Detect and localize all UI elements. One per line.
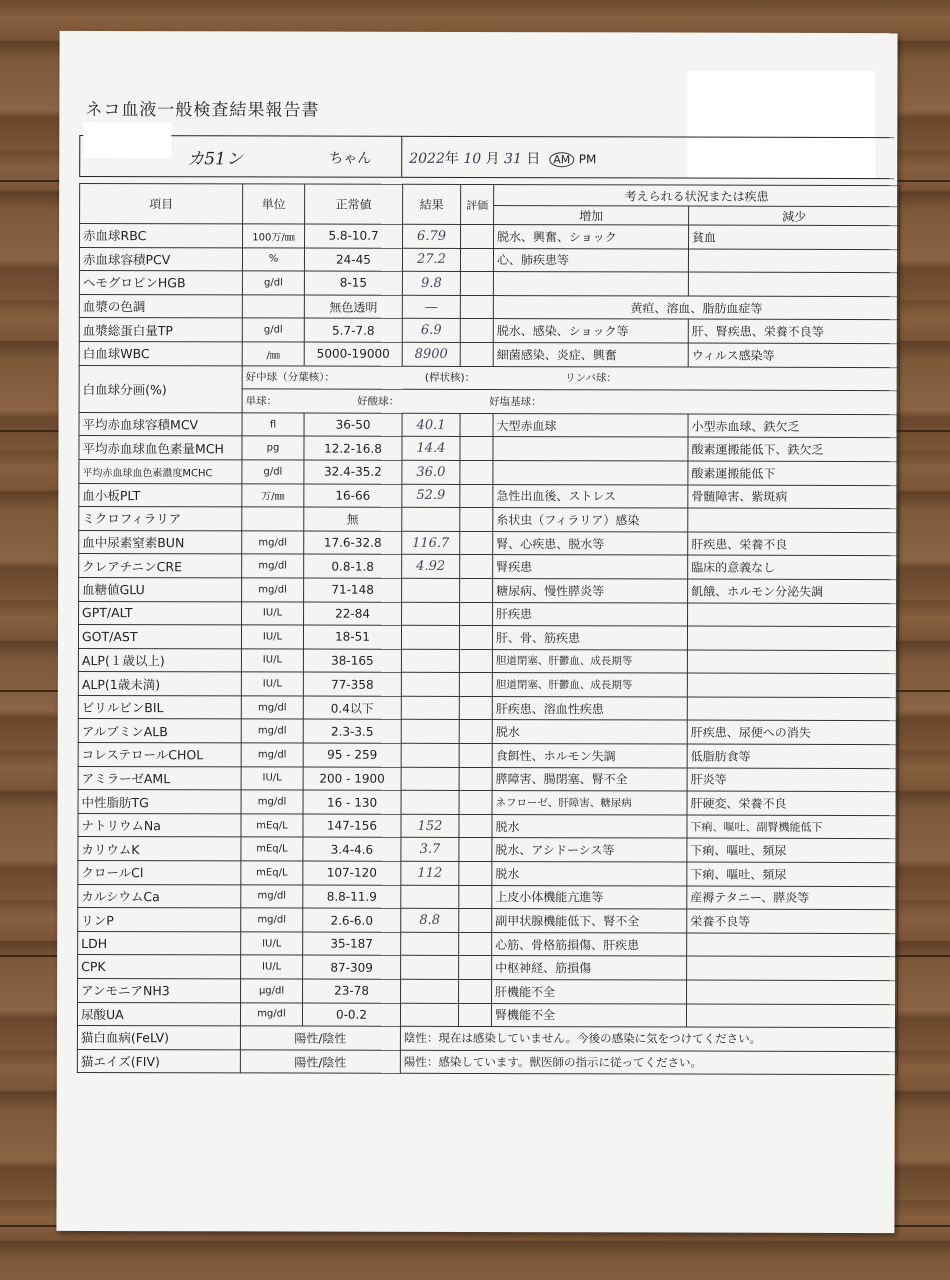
item-name: 血中尿素窒素BUN bbox=[79, 530, 242, 554]
eval-value bbox=[459, 838, 492, 862]
unit-value: mg/dl bbox=[242, 554, 304, 578]
normal-range: 0.4以下 bbox=[303, 696, 401, 720]
normal-range: 87-309 bbox=[303, 955, 401, 979]
decrease-condition: 低脂肪食等 bbox=[687, 744, 898, 768]
increase-condition: 副甲状腺機能低下、腎不全 bbox=[492, 909, 687, 933]
report-sheet bbox=[56, 31, 897, 1233]
increase-condition: 脱水 bbox=[492, 862, 687, 886]
unit-value: /㎜ bbox=[242, 342, 304, 366]
result-value: — bbox=[402, 295, 460, 319]
item-name: ナトリウムNa bbox=[78, 813, 241, 837]
eval-value bbox=[460, 460, 493, 484]
item-name: LDH bbox=[78, 931, 241, 955]
eval-value bbox=[460, 319, 493, 343]
table-row bbox=[78, 931, 898, 957]
result-value: 27.2 bbox=[402, 248, 460, 272]
normal-range: 71-148 bbox=[304, 578, 402, 602]
col-eval: 評価 bbox=[461, 184, 494, 224]
result-value: 112 bbox=[401, 861, 459, 885]
normal-range: 77-358 bbox=[303, 672, 401, 696]
virus-test-name: 猫エイズ(FIV) bbox=[77, 1049, 240, 1073]
unit-value: mg/dl bbox=[241, 743, 303, 767]
table-row bbox=[78, 695, 898, 721]
increase-condition: 胆道閉塞、肝鬱血、成長期等 bbox=[492, 673, 687, 697]
decrease-condition bbox=[686, 1004, 897, 1028]
normal-range: 147-156 bbox=[303, 814, 401, 838]
unit-value: g/dl bbox=[242, 460, 304, 484]
normal-range: 200 - 1900 bbox=[303, 767, 401, 791]
eval-value bbox=[460, 248, 493, 272]
decrease-condition bbox=[687, 956, 898, 980]
col-item: 項目 bbox=[80, 183, 243, 223]
decrease-condition: 産褥テタニー、膵炎等 bbox=[687, 886, 898, 910]
unit-value: mg/dl bbox=[241, 719, 303, 743]
normal-range: 32.4-35.2 bbox=[304, 460, 402, 484]
normal-range: 23-78 bbox=[303, 979, 401, 1003]
column-header-row bbox=[80, 183, 900, 206]
table-row bbox=[79, 247, 899, 273]
unit-value: IU/L bbox=[241, 649, 303, 673]
item-name: ALP(1歳未満) bbox=[78, 672, 241, 696]
decrease-condition: 肝疾患、尿便への消失 bbox=[687, 721, 898, 745]
increase-condition: 食餌性、ホルモン失調 bbox=[492, 744, 687, 768]
unit-value: mEq/L bbox=[241, 814, 303, 838]
col-conditions: 考えられる状況または疾患 bbox=[494, 185, 900, 207]
neutro-seg: 好中球（分葉核）： bbox=[245, 371, 335, 384]
col-increase: 増加 bbox=[494, 206, 689, 226]
normal-range: 16 - 130 bbox=[303, 790, 401, 814]
result-value: 9.8 bbox=[402, 271, 460, 295]
baso: 好塩基球： bbox=[489, 395, 542, 409]
eval-value bbox=[459, 885, 492, 909]
normal-range: 5.7-7.8 bbox=[304, 318, 402, 342]
normal-range: 17.6-32.8 bbox=[304, 531, 402, 555]
item-name: ALP(１歳以上) bbox=[78, 648, 241, 672]
result-value bbox=[401, 767, 459, 791]
increase-condition: 腎、心疾患、脱水等 bbox=[493, 531, 688, 555]
normal-range: 無色透明 bbox=[304, 295, 402, 319]
eval-value bbox=[459, 861, 492, 885]
decrease-condition: 下痢、嘔吐、頻尿 bbox=[687, 838, 898, 862]
unit-value bbox=[242, 295, 304, 319]
wbc-diff-label: 白血球分画(%) bbox=[79, 365, 242, 413]
result-value: 52.9 bbox=[402, 484, 460, 508]
table-row bbox=[79, 341, 899, 367]
unit-value: IU/L bbox=[241, 672, 303, 696]
result-value bbox=[401, 720, 459, 744]
increase-condition: 肝機能不全 bbox=[492, 980, 687, 1004]
increase-condition: 肝、骨、筋疾患 bbox=[492, 626, 687, 650]
increase-condition: 心筋、骨格筋損傷、肝疾患 bbox=[492, 932, 687, 956]
item-name: クロールCl bbox=[78, 860, 241, 884]
table-row bbox=[78, 884, 898, 910]
decrease-condition: 肝疾患、栄養不良 bbox=[688, 532, 899, 556]
increase-condition: 細菌感染、炎症、興奮 bbox=[493, 343, 688, 367]
result-value bbox=[401, 932, 459, 956]
item-name: 血糖値GLU bbox=[79, 577, 242, 601]
result-value bbox=[400, 1003, 458, 1027]
item-name: 血漿の色調 bbox=[79, 294, 242, 318]
decrease-condition bbox=[688, 272, 899, 296]
unit-value: 万/㎜ bbox=[242, 483, 304, 507]
item-name: アミラーゼAML bbox=[78, 766, 241, 790]
item-name: CPK bbox=[78, 955, 241, 979]
unit-value: IU/L bbox=[241, 767, 303, 791]
table-row bbox=[79, 294, 899, 320]
result-value bbox=[401, 649, 459, 673]
virus-test-name: 猫白血病(FeLV) bbox=[77, 1026, 240, 1050]
increase-condition: 脱水 bbox=[492, 720, 687, 744]
unit-value bbox=[242, 507, 304, 531]
unit-value: fl bbox=[242, 413, 304, 437]
table-row bbox=[79, 436, 899, 462]
eval-value bbox=[459, 673, 492, 697]
eval-value bbox=[459, 626, 492, 650]
decrease-condition bbox=[687, 626, 898, 650]
increase-condition: 糸状虫（フィラリア）感染 bbox=[493, 508, 688, 532]
item-name: カルシウムCa bbox=[78, 884, 241, 908]
result-value bbox=[401, 885, 459, 909]
item-name: 平均赤血球血色素濃度MCHC bbox=[79, 459, 242, 483]
unit-value: g/dl bbox=[242, 271, 304, 295]
eval-value bbox=[460, 578, 493, 602]
table-row bbox=[79, 483, 899, 509]
result-value: 8.8 bbox=[401, 909, 459, 933]
decrease-condition: 肝、腎疾患、栄養不良等 bbox=[688, 319, 899, 343]
honorific: ちゃん bbox=[329, 150, 372, 167]
col-normal: 正常値 bbox=[305, 184, 403, 224]
normal-range: 8-15 bbox=[304, 271, 402, 295]
wbc-diff-line1 bbox=[242, 365, 899, 390]
increase-condition: ネフローゼ、肝障害、糖尿病 bbox=[492, 791, 687, 815]
table-row bbox=[79, 412, 899, 438]
item-name: 赤血球RBC bbox=[80, 223, 243, 247]
normal-range: 16-66 bbox=[304, 484, 402, 508]
normal-range: 22-84 bbox=[304, 602, 402, 626]
increase-condition: 脱水、興奮、ショック bbox=[494, 225, 689, 249]
eval-value bbox=[460, 531, 493, 555]
table-row bbox=[79, 271, 899, 297]
normal-range: 35-187 bbox=[303, 932, 401, 956]
redaction-block bbox=[83, 122, 171, 158]
decrease-condition: 下痢、嘔吐、頻尿 bbox=[687, 862, 898, 886]
increase-condition: 脱水、感染、ショック等 bbox=[493, 319, 688, 343]
eval-value bbox=[458, 1003, 491, 1027]
normal-range: 18-51 bbox=[303, 625, 401, 649]
table-row bbox=[78, 860, 898, 886]
decrease-condition: 肝炎等 bbox=[687, 768, 898, 792]
result-value bbox=[402, 578, 460, 602]
unit-value: 100万/㎜ bbox=[243, 224, 305, 248]
normal-range: 0.8-1.8 bbox=[304, 554, 402, 578]
col-result: 結果 bbox=[403, 184, 461, 224]
normal-range: 2.6-6.0 bbox=[303, 908, 401, 932]
result-value bbox=[401, 791, 459, 815]
table-row bbox=[79, 507, 899, 533]
decrease-condition bbox=[687, 650, 898, 674]
item-name: 中性脂肪TG bbox=[78, 790, 241, 814]
eval-value bbox=[459, 720, 492, 744]
result-value bbox=[401, 979, 459, 1003]
virus-row bbox=[77, 1026, 897, 1052]
table-row bbox=[78, 719, 898, 745]
item-name: ビリルビンBIL bbox=[78, 695, 241, 719]
eval-value bbox=[460, 484, 493, 508]
increase-condition bbox=[493, 437, 688, 461]
eval-value bbox=[460, 413, 493, 437]
unit-value: mg/dl bbox=[241, 696, 303, 720]
decrease-condition bbox=[687, 697, 898, 721]
virus-note: 陽性：感染しています。獣医師の指示に従ってください。 bbox=[400, 1050, 897, 1075]
increase-condition: 肝疾患 bbox=[493, 602, 688, 626]
item-name: GPT/ALT bbox=[79, 601, 242, 625]
result-value bbox=[401, 743, 459, 767]
increase-condition: 脱水 bbox=[492, 814, 687, 838]
item-name: コレステロールCHOL bbox=[78, 743, 241, 767]
unit-value: μg/dl bbox=[241, 979, 303, 1003]
decrease-condition: 下痢、嘔吐、副腎機能低下 bbox=[687, 815, 898, 839]
virus-result-options: 陽性/陰性 bbox=[240, 1050, 400, 1074]
decrease-condition: 臨床的意義なし bbox=[688, 555, 899, 579]
decrease-condition bbox=[687, 980, 898, 1004]
increase-condition: 膵障害、腸閉塞、腎不全 bbox=[492, 767, 687, 791]
lympho: リンパ球： bbox=[565, 372, 617, 385]
item-name: 平均赤血球血色素量MCH bbox=[79, 436, 242, 460]
mono: 単球： bbox=[245, 395, 278, 408]
table-row bbox=[78, 978, 898, 1004]
eval-value bbox=[459, 767, 492, 791]
unit-value: % bbox=[242, 247, 304, 271]
wbc-diff-row bbox=[79, 365, 899, 391]
eval-value bbox=[459, 909, 492, 933]
virus-note: 陰性：現在は感染していません。今後の感染に気をつけてください。 bbox=[400, 1026, 897, 1051]
decrease-condition: ウィルス感染等 bbox=[688, 343, 899, 367]
decrease-condition bbox=[688, 603, 899, 627]
col-decrease: 減少 bbox=[689, 206, 900, 226]
increase-condition bbox=[493, 460, 688, 484]
table-row bbox=[78, 766, 898, 792]
decrease-condition: 飢餓、ホルモン分泌失調 bbox=[688, 579, 899, 603]
eval-value bbox=[460, 508, 493, 532]
eval-value bbox=[460, 272, 493, 296]
increase-condition: 脱水、アシドーシス等 bbox=[492, 838, 687, 862]
unit-value: mg/dl bbox=[240, 1002, 302, 1026]
conditions-both: 黄疸、溶血、脂肪血症等 bbox=[493, 295, 899, 320]
item-name: カリウムK bbox=[78, 837, 241, 861]
normal-range: 0-0.2 bbox=[302, 1003, 400, 1027]
table-row bbox=[78, 908, 898, 934]
decrease-condition: 酸素運搬能低下 bbox=[688, 461, 899, 485]
eval-value bbox=[460, 342, 493, 366]
patient-name: カ51ン bbox=[187, 149, 243, 170]
table-row bbox=[77, 1002, 897, 1028]
normal-range: 5000-19000 bbox=[304, 342, 402, 366]
decrease-condition bbox=[688, 508, 899, 532]
normal-range: 36-50 bbox=[304, 413, 402, 437]
unit-value: mg/dl bbox=[241, 908, 303, 932]
decrease-condition bbox=[687, 933, 898, 957]
eval-value bbox=[459, 956, 492, 980]
result-value bbox=[401, 956, 459, 980]
unit-value: IU/L bbox=[241, 932, 303, 956]
eval-value bbox=[459, 791, 492, 815]
eval-value bbox=[460, 437, 493, 461]
table-row bbox=[78, 648, 898, 674]
increase-condition: 肝疾患、溶血性疾患 bbox=[492, 696, 687, 720]
table-row bbox=[78, 813, 898, 839]
normal-range: 95 - 259 bbox=[303, 743, 401, 767]
result-value bbox=[401, 625, 459, 649]
normal-range: 38-165 bbox=[303, 649, 401, 673]
unit-value: mg/dl bbox=[242, 531, 304, 555]
result-value bbox=[402, 507, 460, 531]
increase-condition: 大型赤血球 bbox=[493, 413, 688, 437]
normal-range: 8.8-11.9 bbox=[303, 885, 401, 909]
table-row bbox=[78, 672, 898, 698]
virus-row bbox=[77, 1049, 897, 1075]
normal-range: 107-120 bbox=[303, 861, 401, 885]
decrease-condition bbox=[687, 673, 898, 697]
unit-value: IU/L bbox=[242, 601, 304, 625]
normal-range: 12.2-16.8 bbox=[304, 436, 402, 460]
unit-value: IU/L bbox=[241, 625, 303, 649]
item-name: 平均赤血球容積MCV bbox=[79, 412, 242, 436]
item-name: 白血球WBC bbox=[79, 341, 242, 365]
table-row bbox=[79, 554, 899, 580]
eval-value bbox=[459, 814, 492, 838]
table-row bbox=[80, 223, 900, 249]
wbc-diff-line2 bbox=[242, 389, 899, 414]
table-row bbox=[78, 625, 898, 651]
increase-condition: 胆道閉塞、肝鬱血、成長期等 bbox=[492, 649, 687, 673]
normal-range: 2.3-3.5 bbox=[303, 720, 401, 744]
result-value: 152 bbox=[401, 814, 459, 838]
table-row bbox=[79, 601, 899, 627]
table-row bbox=[79, 459, 899, 485]
normal-range: 無 bbox=[304, 507, 402, 531]
result-value: 6.79 bbox=[403, 224, 461, 248]
pm-label: PM bbox=[578, 152, 597, 167]
result-value: 8900 bbox=[402, 342, 460, 366]
increase-condition bbox=[493, 272, 688, 296]
item-name: GOT/AST bbox=[78, 625, 241, 649]
result-value: 14.4 bbox=[402, 437, 460, 461]
unit-value: mEq/L bbox=[241, 837, 303, 861]
neutro-band: (桿状核)： bbox=[424, 372, 476, 385]
increase-condition: 腎機能不全 bbox=[491, 1003, 686, 1027]
patient-header bbox=[79, 135, 894, 179]
item-name: 血漿総蛋白量TP bbox=[79, 318, 242, 342]
eval-value bbox=[461, 224, 494, 248]
result-value: 3.7 bbox=[401, 838, 459, 862]
table-row bbox=[78, 743, 898, 769]
unit-value: mEq/L bbox=[241, 861, 303, 885]
result-value: 40.1 bbox=[402, 413, 460, 437]
result-value bbox=[401, 696, 459, 720]
eval-value bbox=[460, 295, 493, 319]
unit-value: mg/dl bbox=[241, 885, 303, 909]
eval-value bbox=[460, 602, 493, 626]
normal-range: 3.4-4.6 bbox=[303, 837, 401, 861]
item-name: ヘモグロビンHGB bbox=[79, 271, 242, 295]
normal-range: 24-45 bbox=[304, 248, 402, 272]
item-name: リンP bbox=[78, 908, 241, 932]
decrease-condition: 酸素運搬能低下、鉄欠乏 bbox=[688, 437, 899, 461]
result-value bbox=[402, 602, 460, 626]
eval-value bbox=[460, 555, 493, 579]
decrease-condition: 栄養不良等 bbox=[687, 909, 898, 933]
increase-condition: 心、肺疾患等 bbox=[493, 248, 688, 272]
increase-condition: 中枢神経、筋損傷 bbox=[492, 956, 687, 980]
eval-value bbox=[459, 649, 492, 673]
item-name: アンモニアNH3 bbox=[78, 978, 241, 1002]
col-unit: 単位 bbox=[243, 184, 305, 224]
unit-value: mg/dl bbox=[241, 790, 303, 814]
report-date: 2022年 10 月 31 日 AM PM bbox=[409, 150, 597, 168]
normal-range: 5.8-10.7 bbox=[305, 224, 403, 248]
eval-value bbox=[459, 744, 492, 768]
increase-condition: 急性出血後、ストレス bbox=[493, 484, 688, 508]
table-row bbox=[78, 955, 898, 981]
table-row bbox=[79, 577, 899, 603]
increase-condition: 上皮小体機能亢進等 bbox=[492, 885, 687, 909]
item-name: 赤血球容積PCV bbox=[79, 247, 242, 271]
result-value: 4.92 bbox=[402, 555, 460, 579]
eval-value bbox=[459, 696, 492, 720]
unit-value: mg/dl bbox=[242, 578, 304, 602]
result-value: 116.7 bbox=[402, 531, 460, 555]
report-title: ネコ血液一般検査結果報告書 bbox=[85, 99, 320, 121]
decrease-condition: 貧血 bbox=[689, 225, 900, 249]
unit-value: pg bbox=[242, 436, 304, 460]
item-name: クレアチニンCRE bbox=[79, 554, 242, 578]
results-table bbox=[77, 183, 900, 1076]
table-row bbox=[79, 530, 899, 556]
increase-condition: 糖尿病、慢性膵炎等 bbox=[493, 578, 688, 602]
item-name: 血小板PLT bbox=[79, 483, 242, 507]
unit-value: g/dl bbox=[242, 318, 304, 342]
result-value: 36.0 bbox=[402, 460, 460, 484]
item-name: ミクロフィラリア bbox=[79, 507, 242, 531]
result-value bbox=[401, 673, 459, 697]
decrease-condition: 肝硬変、栄養不良 bbox=[687, 791, 898, 815]
decrease-condition: 骨髄障害、紫斑病 bbox=[688, 485, 899, 509]
result-value: 6.9 bbox=[402, 319, 460, 343]
decrease-condition bbox=[688, 249, 899, 273]
table-row bbox=[79, 318, 899, 344]
am-circled: AM bbox=[549, 152, 574, 167]
eval-value bbox=[459, 979, 492, 1003]
unit-value: IU/L bbox=[241, 955, 303, 979]
increase-condition: 腎疾患 bbox=[493, 555, 688, 579]
table-row bbox=[78, 837, 898, 863]
eosino: 好酸球： bbox=[357, 395, 400, 408]
table-row bbox=[78, 790, 898, 816]
item-name: 尿酸UA bbox=[77, 1002, 240, 1026]
item-name: アルブミンALB bbox=[78, 719, 241, 743]
decrease-condition: 小型赤血球、鉄欠乏 bbox=[688, 414, 899, 438]
eval-value bbox=[459, 932, 492, 956]
virus-result-options: 陽性/陰性 bbox=[240, 1026, 400, 1050]
